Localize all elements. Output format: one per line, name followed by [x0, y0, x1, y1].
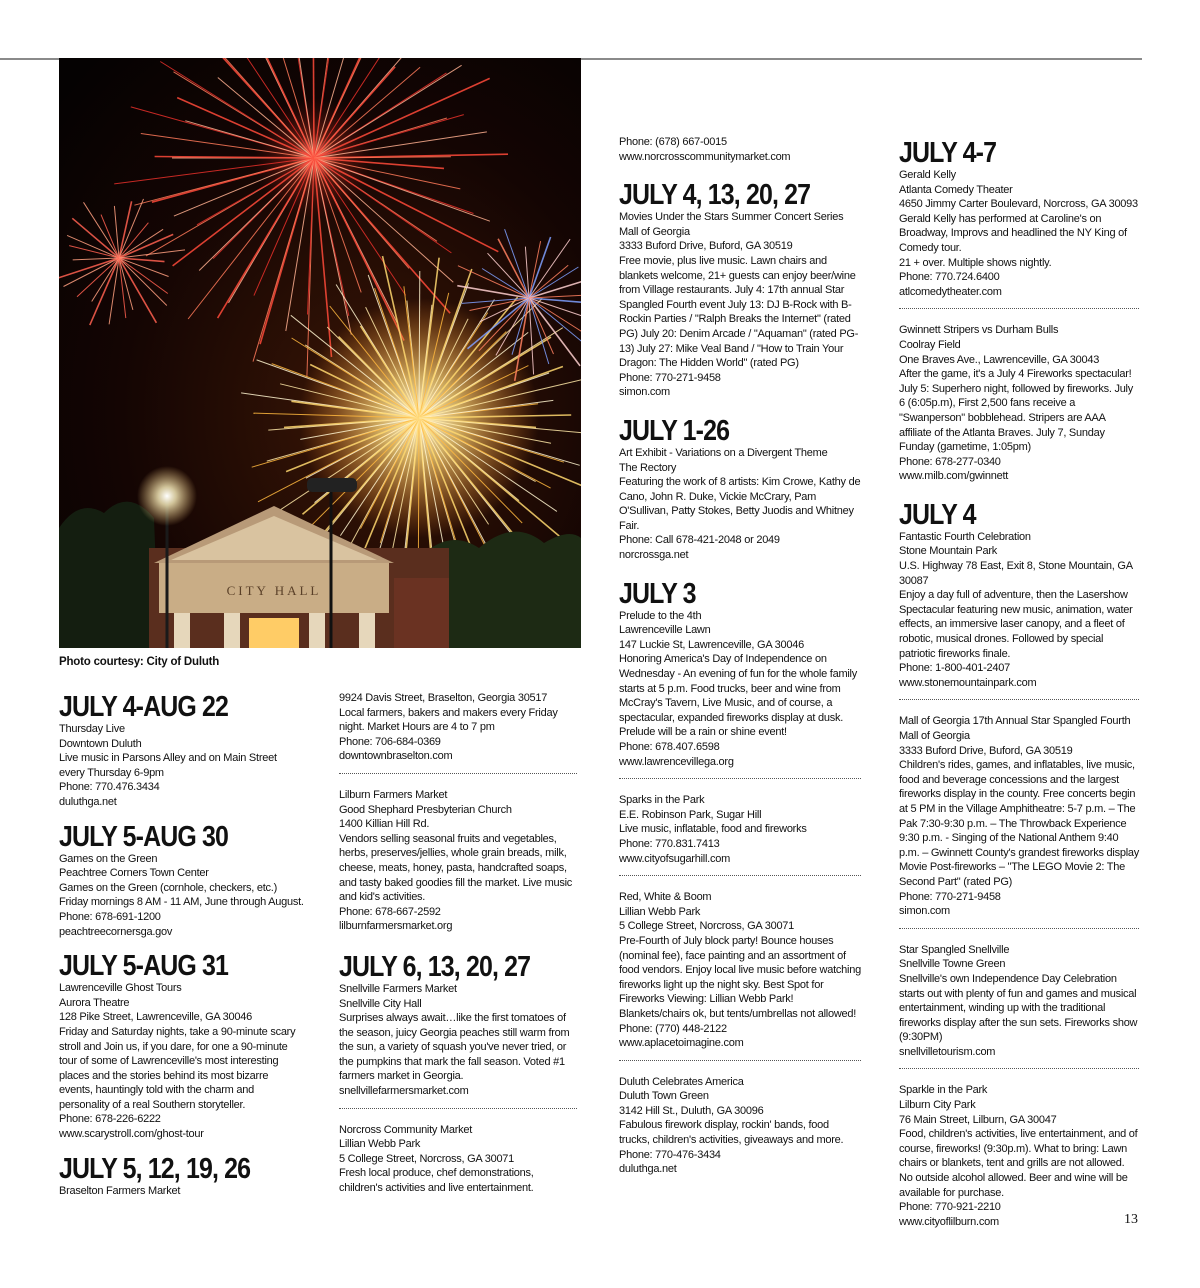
event-body: Red, White & Boom Lillian Webb Park 5 College Street, Norcross, GA 30071 Pre-Fourth of July block party! Bounce houses (nominal fee), face painting and an assortment of food vendors. Enjoy local live music before watching fireworks light up the night sky. Best Spot for Fireworks Viewing: Lillian Webb Park! Blankets/chairs ok, but tents/umbrellas not allowed! Phone: (770) 448-2122 www.aplacetoimagine.com [619, 891, 861, 1050]
event-body: Star Spangled Snellville Snellville Towne Green Snellville's own Independence Day Celebration starts out with plenty of fun and games and musical entertainment, winding up with the traditional fireworks display after the sun sets. Fireworks show (9:30PM) snellvilletourism.com [899, 943, 1138, 1058]
event-heading: JULY 6, 13, 20, 27 [339, 950, 531, 983]
event-body: Prelude to the 4th Lawrenceville Lawn 147 Luckie St, Lawrenceville, GA 30046 Honoring America's Day of Independence on Wednesday - An evening of fun for the whole family starts at 5 p.m. Food trucks, beer and wine from McCray's Tavern, Live Music, and of course, a spectacular, expanded fireworks display at dusk. Prelude will be a rain or shine event! Phone: 678.407.6598 www.lawrencevillega.org [619, 609, 857, 768]
event-body: Braselton Farmers Market [59, 1184, 181, 1197]
event-heading: JULY 5, 12, 19, 26 [59, 1152, 251, 1185]
event-heading: JULY 5-AUG 30 [59, 820, 229, 853]
event-heading: JULY 5-AUG 31 [59, 950, 229, 983]
event-heading: JULY 3 [619, 577, 696, 610]
event-heading: JULY 4 [899, 498, 976, 531]
divider [339, 1108, 577, 1109]
column-1 [59, 692, 304, 1198]
column-4 [899, 138, 1139, 1229]
event-body: Movies Under the Stars Summer Concert Series Mall of Georgia 3333 Buford Drive, Buford, GA 30519 Free movie, plus live music. Lawn chairs and blankets welcome, 21+ guests can enjoy beer/wine from Village restaurants. July 4: 17th annual Star Spangled Fourth event July 13: DJ B-Rock with B-Rockin Parties / "Ralph Breaks the Internet" (rated PG) July 20: Denim Arcade / "Aquaman" (rated PG-13) July 27: Mike Veal Band / "How to Train Your Dragon: The Hidden World" (rated PG) Phone: 770-271-9458 simon.com [619, 211, 859, 399]
tree-left [59, 502, 159, 648]
event-body: Mall of Georgia 17th Annual Star Spangled Fourth Mall of Georgia 3333 Buford Drive, Buford, GA 30519 Children's rides, games, and inflatables, live music, food and beverage concessions and the largest fireworks display in the county. Free concerts begin at 5 PM in the Village Amphitheatre: 5-7 p.m. – The Pak 7:30-9:30 p.m. – The Throwback Experience 9:30 p.m. - Singing of the National Anthem 9:40 p.m. – Gwinnett County's grandest fireworks display Movie Post-fireworks – "The LEGO Movie 2: The Second Part" (rated PG) Phone: 770-271-9458 simon.com [899, 715, 1140, 918]
event-body: Norcross Community Market Lillian Webb Park 5 College Street, Norcross, GA 30071 Fresh local produce, chef demonstrations, children's activities and live entertainment. [339, 1123, 534, 1195]
photo-caption: Photo courtesy: City of Duluth [59, 656, 220, 668]
event-heading: JULY 1-26 [619, 414, 730, 447]
divider [619, 875, 861, 876]
divider [899, 699, 1139, 700]
event-body: Sparks in the Park E.E. Robinson Park, Sugar Hill Live music, inflatable, food and fireworks Phone: 770.831.7413 www.cityofsugarhill.com [619, 794, 807, 865]
event-heading: JULY 4, 13, 20, 27 [619, 179, 811, 212]
event-body: Snellville Farmers Market Snellville City Hall Surprises always await…like the first tomatoes of the season, juicy Georgia peaches still warm from the sun, a variety of squash you've never tried, or the pumpkins that mark the fall season. Voted #1 farmers market in Georgia. snellvillefarmersmarket.com [339, 982, 570, 1098]
page-number: 13 [1124, 1212, 1138, 1227]
event-body: Art Exhibit - Variations on a Divergent Theme The Rectory Featuring the work of 8 artists: Kim Crowe, Kathy de Cano, John R. Duke, Vickie McCrary, Pam O'Sullivan, Patty Stokes, Betty Juodis and Whitney Fair. Phone: Call 678-421-2048 or 2049 norcrossga.net [619, 446, 861, 562]
event-body: Duluth Celebrates America Duluth Town Green 3142 Hill St., Duluth, GA 30096 Fabulous firework display, rockin' bands, food trucks, children's activities, giveaways and more. Phone: 770-476-3434 duluthga.net [619, 1075, 844, 1176]
divider [899, 1068, 1139, 1069]
event-body: Fantastic Fourth Celebration Stone Mountain Park U.S. Highway 78 East, Exit 8, Stone Mountain, GA 30087 Enjoy a day full of adventure, then the Lasershow Spectacular featuring new music, animation, water effects, an immersive laser canopy, and a fleet of robotic, musical drones. Followed by special patriotic fireworks finale. Phone: 1-800-401-2407 www.stonemountainpark.com [899, 530, 1133, 689]
divider [619, 1060, 861, 1061]
event-heading: JULY 4-7 [899, 137, 997, 169]
divider [899, 928, 1139, 929]
event-body: Lilburn Farmers Market Good Shephard Presbyterian Church 1400 Killian Hill Rd. Vendors selling seasonal fruits and vegetables, herbs, preserves/jellies, whole grain breads, milk, cheese, meats, honey, pasta, handcrafted soaps, and tasty baked goodies fill the market. Live music and kid's activities. Phone: 678-667-2592 lilburnfarmersmarket.org [339, 788, 573, 933]
divider [899, 308, 1139, 309]
divider [339, 773, 577, 774]
event-body: Gerald Kelly Atlanta Comedy Theater 4650 Jimmy Carter Boulevard, Norcross, GA 30093 Gerald Kelly has performed at Caroline's on Broadway, Improvs and headlined the NY King of Comedy tour. 21 + over. Multiple shows nightly. Phone: 770.724.6400 atlcomedytheater.com [899, 169, 1138, 298]
fireworks-photo [59, 58, 581, 648]
event-body: Gwinnett Stripers vs Durham Bulls Coolray Field One Braves Ave., Lawrenceville, GA 30043 After the game, it's a July 4 Fireworks spectacular! July 5: Superhero night, followed by fireworks. July 6 (6:05p.m), First 2,500 fans receive a "Swanperson" bobblehead. Stripers are AAA affiliate of the Atlanta Braves. July 7, Sunday Funday (gametime, 1:05pm) Phone: 678-277-0340 www.milb.com/gwinnett [899, 324, 1134, 483]
event-body: 9924 Davis Street, Braselton, Georgia 30517 Local farmers, bakers and makers every Friday night. Market Hours are 4 to 7 pm Phone: 706-684-0369 downtownbraselton.com [339, 692, 558, 763]
event-body: Phone: (678) 667-0015 www.norcrosscommunitymarket.com [619, 136, 791, 163]
event-body: Lawrenceville Ghost Tours Aurora Theatre 128 Pike Street, Lawrenceville, GA 30046 Friday and Saturday nights, take a 90-minute scary stroll and Join us, if you dare, for one a 90-minute tour of some of Lawrenceville's most interesting places and the stories behind its most bizarre events, hauntingly told with the charm and personality of a real Southern storyteller. Phone: 678-226-6222 www.scarystroll.com/ghost-tour [59, 982, 296, 1141]
divider [619, 778, 861, 779]
column-2 [339, 691, 577, 1196]
street-lamp [137, 466, 197, 526]
event-body: Thursday Live Downtown Duluth Live music in Parsons Alley and on Main Street every Thursday 6-9pm Phone: 770.476.3434 duluthga.net [59, 723, 277, 808]
city-hall-sign: CITY HALL [226, 583, 322, 598]
event-heading: JULY 4-AUG 22 [59, 691, 229, 723]
column-3 [619, 135, 861, 1177]
event-body: Games on the Green Peachtree Corners Town Center Games on the Green (cornhole, checkers, etc.) Friday mornings 8 AM - 11 AM, June through August. Phone: 678-691-1200 peachtreecornersga.gov [59, 852, 304, 938]
event-body: Sparkle in the Park Lilburn City Park 76 Main Street, Lilburn, GA 30047 Food, children's activities, live entertainment, and of course, fireworks! (9:30p.m). What to bring: Lawn chairs or blankets, tent and grills are not allowed. No outside alcohol allowed. Beer and wine will be available for purchase. Phone: 770-921-2210 www.cityoflilburn.com [899, 1084, 1138, 1228]
